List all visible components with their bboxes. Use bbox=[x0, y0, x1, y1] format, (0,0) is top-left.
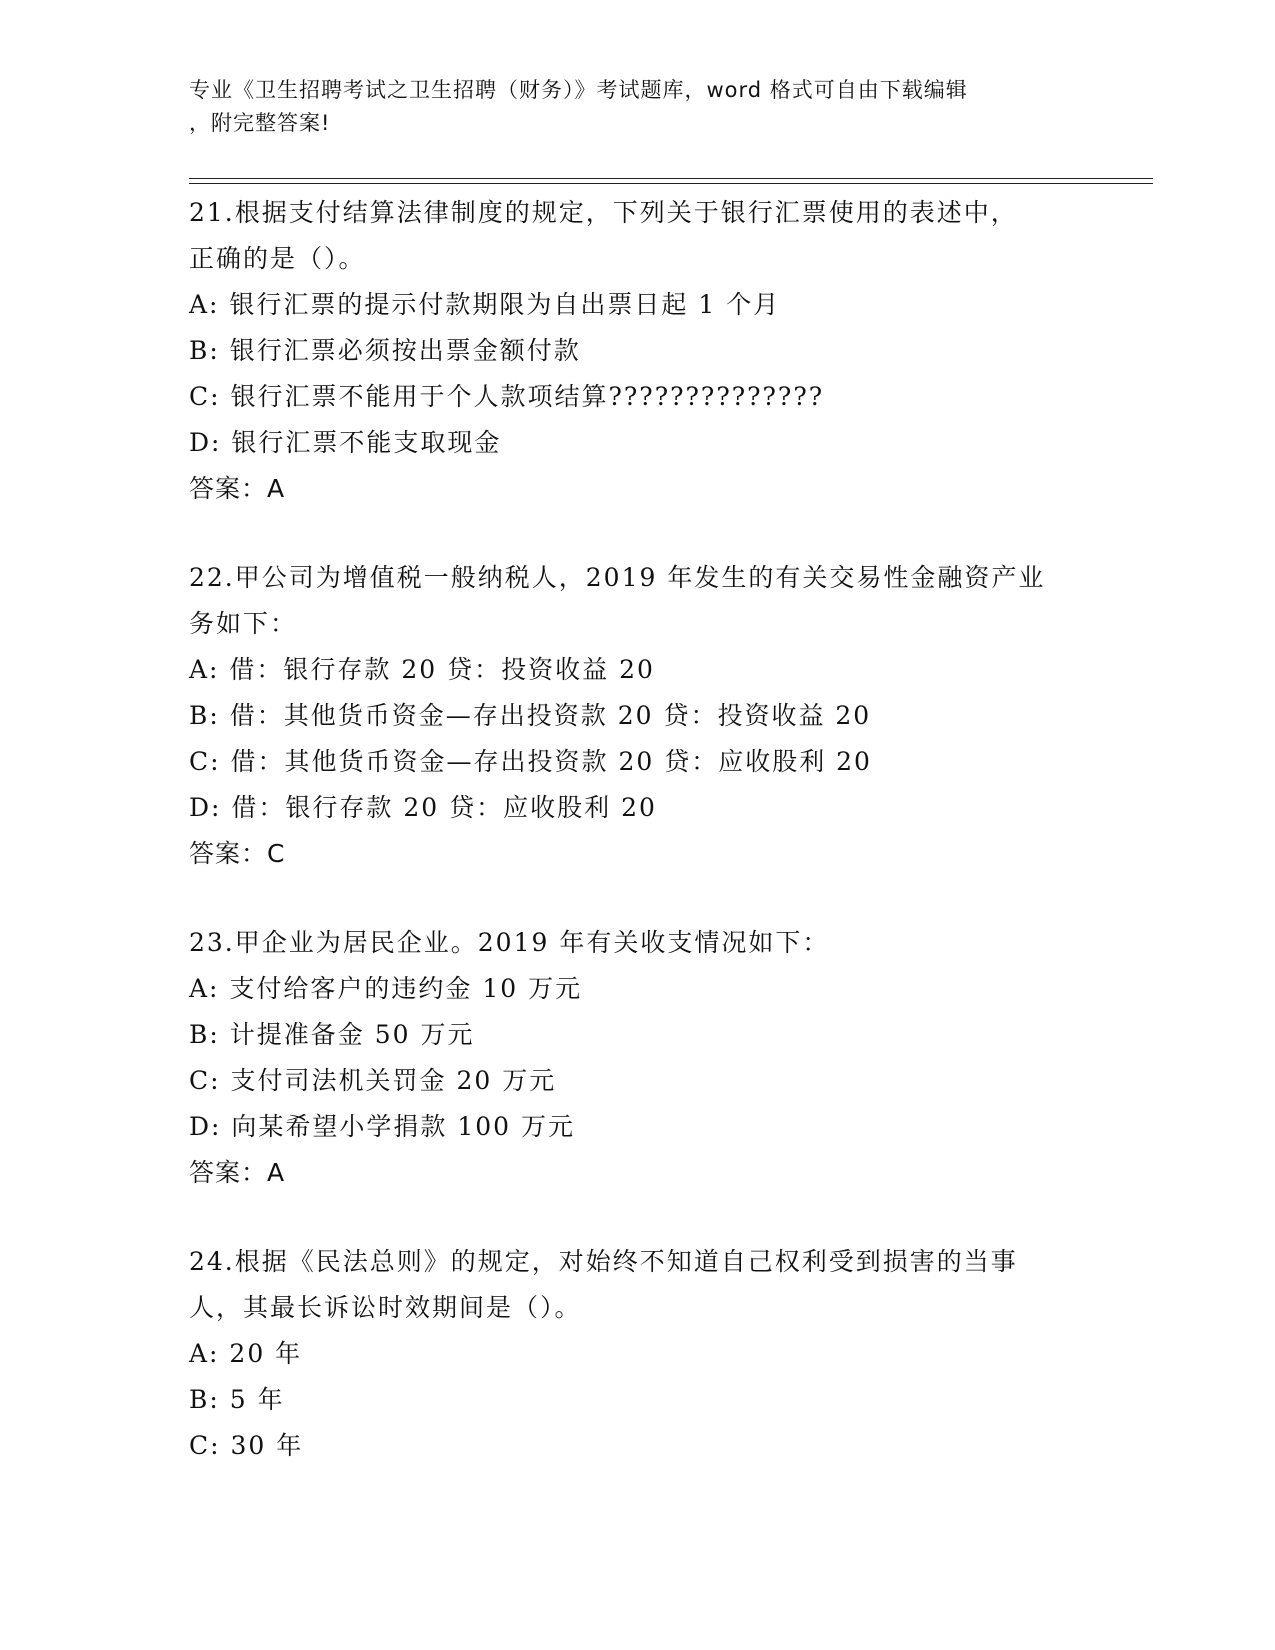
question-stem: 24.根据《民法总则》的规定，对始终不知道自己权利受到损害的当事 bbox=[189, 1247, 1018, 1276]
header-divider-bottom bbox=[189, 183, 1153, 184]
question-list bbox=[189, 190, 1089, 1512]
option-d: D: 向某希望小学捐款 100 万元 bbox=[189, 1112, 576, 1141]
header-line-2: ，附完整答案! bbox=[189, 111, 331, 135]
option-b: B: 借：其他货币资金—存出投资款 20 贷：投资收益 20 bbox=[189, 701, 872, 730]
option-c: C: 借：其他货币资金—存出投资款 20 贷：应收股利 20 bbox=[189, 747, 872, 776]
question-23 bbox=[189, 920, 1089, 1196]
question-stem: 21.根据支付结算法律制度的规定，下列关于银行汇票使用的表述中， bbox=[189, 198, 1018, 227]
option-b: B: 计提准备金 50 万元 bbox=[189, 1020, 475, 1049]
option-a: A: 20 年 bbox=[189, 1339, 303, 1368]
question-stem: 务如下： bbox=[189, 609, 298, 638]
option-a: A: 支付给客户的违约金 10 万元 bbox=[189, 974, 583, 1003]
question-stem: 正确的是（）。 bbox=[189, 244, 366, 273]
document-header bbox=[189, 74, 1089, 140]
question-stem: 人，其最长诉讼时效期间是（）。 bbox=[189, 1293, 582, 1322]
question-22 bbox=[189, 555, 1089, 877]
answer: 答案：C bbox=[189, 839, 286, 868]
option-c: C: 支付司法机关罚金 20 万元 bbox=[189, 1066, 557, 1095]
question-21 bbox=[189, 190, 1089, 512]
answer: 答案：A bbox=[189, 474, 286, 503]
option-b: B: 银行汇票必须按出票金额付款 bbox=[189, 336, 581, 365]
question-24 bbox=[189, 1239, 1089, 1469]
option-d: D: 借：银行存款 20 贷：应收股利 20 bbox=[189, 793, 657, 822]
question-stem: 23.甲企业为居民企业。2019 年有关收支情况如下： bbox=[189, 928, 830, 957]
option-d: D: 银行汇票不能支取现金 bbox=[189, 428, 502, 457]
option-b: B: 5 年 bbox=[189, 1385, 285, 1414]
option-c: C: 银行汇票不能用于个人款项结算?????????????? bbox=[189, 382, 825, 411]
option-a: A: 银行汇票的提示付款期限为自出票日起 1 个月 bbox=[189, 290, 781, 319]
option-a: A: 借：银行存款 20 贷：投资收益 20 bbox=[189, 655, 655, 684]
header-divider-top bbox=[189, 178, 1153, 179]
answer: 答案：A bbox=[189, 1158, 286, 1187]
header-line-1: 专业《卫生招聘考试之卫生招聘（财务）》考试题库，word 格式可自由下载编辑 bbox=[189, 78, 968, 102]
question-stem: 22.甲公司为增值税一般纳税人，2019 年发生的有关交易性金融资产业 bbox=[189, 563, 1046, 592]
option-c: C: 30 年 bbox=[189, 1431, 304, 1460]
